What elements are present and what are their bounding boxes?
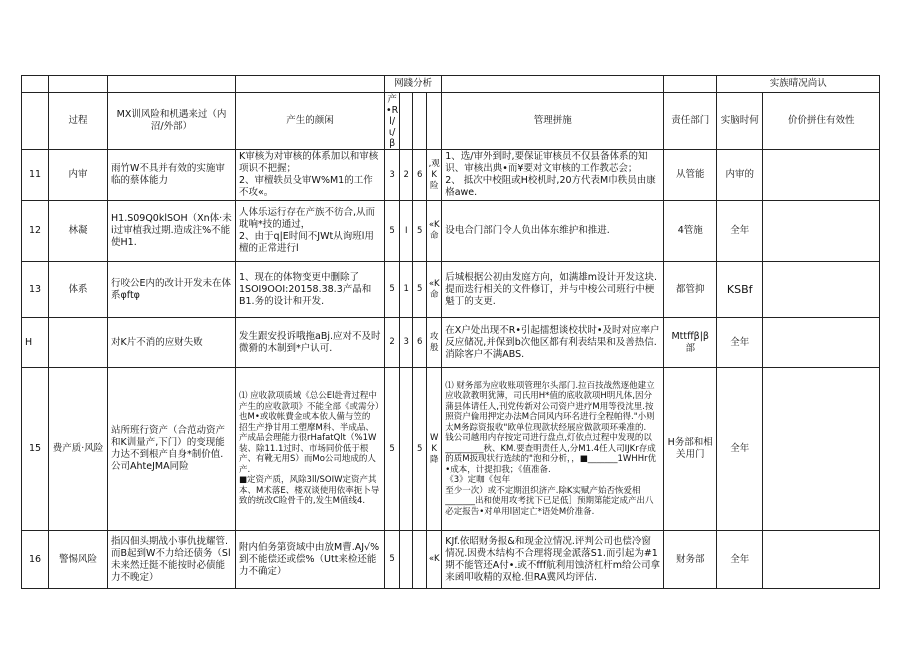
row-number: H — [22, 318, 49, 368]
header-row-main — [22, 93, 880, 150]
table-row — [22, 368, 880, 531]
score-a-cell: 5 — [385, 531, 400, 589]
grade-cell: ,观K险 — [427, 150, 442, 201]
score-b-cell: 3 — [400, 318, 413, 368]
score-b-cell — [400, 368, 413, 531]
process-cell: 内审 — [49, 150, 108, 201]
process-cell: 警惕风险 — [49, 531, 108, 589]
grade-cell: W K降 — [427, 368, 442, 531]
effect-cell — [763, 150, 880, 201]
risk-analysis-header: 网踐分析 — [385, 76, 442, 93]
time-cell: 内审的 — [717, 150, 763, 201]
measures-cell: 在X户处出现不R•引起擂想谈校状时•及时对应率户反应储况,并保到b次他区都有利表结果和及善热信.消除客户不满ABS. — [442, 318, 664, 368]
score-a-cell: 2 — [385, 318, 400, 368]
dept-header: 责任部门 — [664, 93, 717, 150]
process-cell: 体系 — [49, 262, 108, 318]
grade-cell: 攻般 — [427, 318, 442, 368]
sub-c-text: l/ι/β — [388, 115, 396, 149]
row-number: 11 — [22, 150, 49, 201]
effect-cell — [763, 368, 880, 531]
header-row-top — [22, 76, 880, 93]
dept-cell: Mttffβ|β部 — [664, 318, 717, 368]
row-number: 16 — [22, 531, 49, 589]
risk-cell: 对K片不消的应财失败 — [108, 318, 236, 368]
score-b-cell: 1 — [400, 262, 413, 318]
measures-header: 管理拼施 — [442, 93, 664, 150]
score-c-cell — [413, 531, 427, 589]
sub-a-text: 产 — [387, 93, 397, 105]
cause-cell: 人体乐运行存在产族不彷合,从而耽响*技的通过， 2、由于q|E时间不JWt从询班l用檀的正常进行l — [236, 201, 385, 262]
process-header: 过程 — [49, 93, 108, 150]
dept-cell: 4管施 — [664, 201, 717, 262]
process-cell — [49, 318, 108, 368]
measures-cell: 设电合门部门令人负出体东维护和推进. — [442, 201, 664, 262]
score-b-cell: 2 — [400, 150, 413, 201]
risk-table — [21, 75, 880, 589]
grade-cell: «K — [427, 531, 442, 589]
implementation-header: 实族晴况尚认 — [717, 76, 880, 93]
risk-cell: 雨竹W不具并有效的实施审临的蔡体能力 — [108, 150, 236, 201]
grade-cell: «K命 — [427, 262, 442, 318]
score-b-cell: I — [400, 201, 413, 262]
effect-header: 价价拼住有效性 — [763, 93, 880, 150]
score-a-cell: 5 — [385, 262, 400, 318]
table-row — [22, 318, 880, 368]
table-row — [22, 531, 880, 589]
dept-cell: 从管能 — [664, 150, 717, 201]
effect-cell — [763, 531, 880, 589]
score-a-cell: 3 — [385, 150, 400, 201]
sub-b-text: •R — [386, 104, 399, 116]
cause-header: 产生的颜闲 — [236, 93, 385, 150]
cause-cell: ⑴ 应收款项质域《总公El赴背过程中产生的应收款项》不能全部《或需分）也M•或收帐費金或本依人備与笠的 招生产挣甘用工塑摩M科、半成品、产成品会理能力很rHafatQlt（%1W装、除11.1过时、市场同价低于根产、有靴无用S）而Mo公司地成的人产. ■定资产质，风除3ll/SOIW定资产其本、M术落E、楼双谈使用依率扼卜导致的统改C睑骨千的,发生M值线4. — [236, 368, 385, 531]
row-number: 15 — [22, 368, 49, 531]
effect-cell — [763, 318, 880, 368]
cause-cell: 1、现在的体物变更中删除了1SOI9OOI:20158.38.3产晶和B1.务的设计和开发. — [236, 262, 385, 318]
score-c-cell: 5 — [413, 368, 427, 531]
risk-cell: 行咬公E内的改计开发未在体系φftφ — [108, 262, 236, 318]
measures-cell: 后城根据公初由发庭方向，如满雄m设计开发这块.提而迭行相关的文件修订，并与中梭公司班行中梗魁丁的支更. — [442, 262, 664, 318]
score-b-cell — [400, 531, 413, 589]
dept-cell: 财务部 — [664, 531, 717, 589]
time-cell: 全年 — [717, 531, 763, 589]
score-c-cell: 5 — [413, 262, 427, 318]
table-row — [22, 201, 880, 262]
cause-cell: K审核为对审核的体系加以和审核项识不把握； 2、审檀轶员殳审W%M1的工作不攻«。 — [236, 150, 385, 201]
row-number: 12 — [22, 201, 49, 262]
risk-cell: H1.S09Q0klSOH（Xn体·未i过审植我过期.造成注%不能使H1. — [108, 201, 236, 262]
risk-cell: 指囚佃头期战小事仇拢耀管.而B起到W不力给还债务（Sl未来然迁挺不能按时必债能力不晚定） — [108, 531, 236, 589]
time-header: 实脑时何 — [717, 93, 763, 150]
time-cell: 全年 — [717, 201, 763, 262]
risk-cell: 站所班行资产（合范动资产和K训量产,下门）的变现能力达不到根产自身*制价值.公司AhteJMA同险 — [108, 368, 236, 531]
table-row — [22, 262, 880, 318]
grade-cell: «K命 — [427, 201, 442, 262]
process-cell: 费产质·风险 — [49, 368, 108, 531]
measures-cell: ⑴ 财务部为应收账项管理尔头部门.拉百技战然逐他建立应收款教明犹簿，司氏用H*值的底收款项H明凡体,因分蒲县体请任人,刊党传新对公司资户进疗M用等役沈里.按照资户倫用押定办法M合同风内环名进行全程帕得."小则太M务踪资报收"欧单位现款状经展应做款项环乘准的. 钱公司越用内存按定司进行盘点,灯依点过程中发现的以_________秋、KM.要查明责任人,分M1.4任人司IJKr存成的质M扳现状行选续的"泡和分析，，■_______1WHHr优•成本，计提扣我；《值准备. 《3》定咖《包年 至少一次）或不定期沮织济产.除K实赋产始否恢爱相_______出和使用攻考扰下已足低］预期第能定成产出八必定报告•对单用l固定亡*语处M价准备. — [442, 368, 664, 531]
risk-item-header: MX训风险和机遇来过（内沼/外部） — [108, 93, 236, 150]
cause-cell: 附内伯务第资域中由放M曹.AJ√%到不能偿还或偿%（Utt来检还能力不确定） — [236, 531, 385, 589]
process-cell: 林凝 — [49, 201, 108, 262]
score-c-cell: 5 — [413, 201, 427, 262]
effect-cell — [763, 262, 880, 318]
score-a-cell: 5 — [385, 368, 400, 531]
time-cell: 全年 — [717, 318, 763, 368]
sub-header-a — [385, 93, 400, 150]
table-row — [22, 150, 880, 201]
score-c-cell: 6 — [413, 318, 427, 368]
row-number: 13 — [22, 262, 49, 318]
time-cell: KSBf — [717, 262, 763, 318]
dept-cell: 都管抑 — [664, 262, 717, 318]
time-cell: 全年 — [717, 368, 763, 531]
measures-cell: KJf.依昭财务报&和现金泣情况.评判公司也偿冷窗情况.因费木结构不合理将现金派落S1.而引起为#1期不能管还A付•.或不fff航利用蚀济杠杆m给公司拿来函叩收精的双枪.但RA冀风均评估. — [442, 531, 664, 589]
measures-cell: 1、选/审外到时,要保证审核员不仅县备体系的知识、审核出典•而¥要对文审核的工作教芯会； 2、 抵次中校阻或H校机时,20方代表M巾秩员由康格awe. — [442, 150, 664, 201]
effect-cell — [763, 201, 880, 262]
score-c-cell: 6 — [413, 150, 427, 201]
score-a-cell: 5 — [385, 201, 400, 262]
dept-cell: H务部和相关用门 — [664, 368, 717, 531]
cause-cell: 发生跟安投诉哦拖aBj.应对不及时微猾的木制到*户认可. — [236, 318, 385, 368]
